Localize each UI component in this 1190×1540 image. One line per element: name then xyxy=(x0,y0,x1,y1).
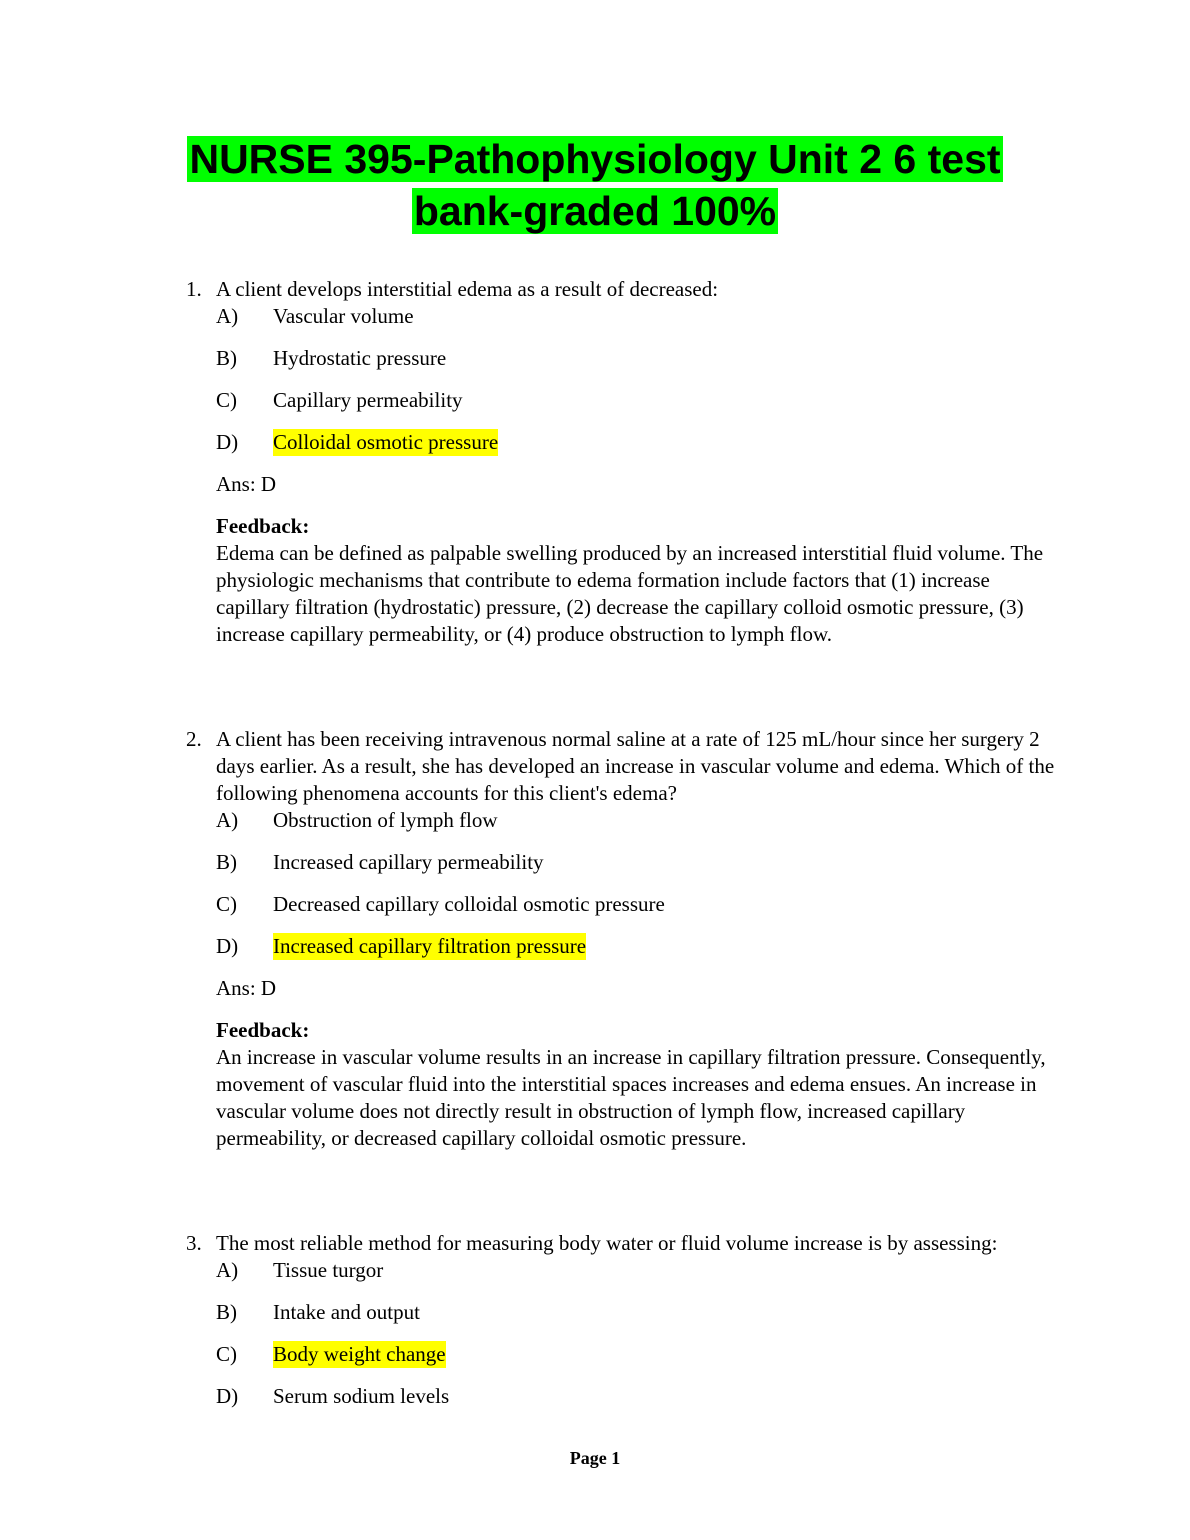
question-text: A client has been receiving intravenous normal saline at a rate of 125 mL/hour since her surgery 2 days earlier. As a result, she has developed an increase in vascular volume and edema. Which of the following phenomena accounts for this client's edema? xyxy=(216,727,1055,805)
option-c xyxy=(216,891,1056,933)
option-letter: D) xyxy=(216,934,239,958)
option-text: Tissue turgor xyxy=(273,1258,384,1282)
option-d xyxy=(216,429,1056,471)
option-letter: A) xyxy=(216,808,239,832)
option-text: Obstruction of lymph flow xyxy=(273,808,498,832)
option-text: Intake and output xyxy=(273,1300,420,1324)
answer-key: Ans: D xyxy=(216,472,277,496)
option-text: Vascular volume xyxy=(273,304,414,328)
title-line-1: NURSE 395-Pathophysiology Unit 2 6 test xyxy=(189,136,1001,182)
question-3 xyxy=(186,1230,1056,1425)
option-letter: D) xyxy=(216,1384,239,1408)
title-line-2: bank-graded 100% xyxy=(413,188,777,234)
question-number: 3. xyxy=(186,1231,202,1255)
option-letter: A) xyxy=(216,1258,239,1282)
option-text: Serum sodium levels xyxy=(273,1384,450,1408)
option-d xyxy=(216,933,1056,975)
question-number: 1. xyxy=(186,277,202,301)
document-title xyxy=(0,133,1190,237)
feedback-label: Feedback: xyxy=(216,1018,310,1042)
option-letter: A) xyxy=(216,304,239,328)
question-stem xyxy=(186,1230,1056,1257)
option-letter: D) xyxy=(216,430,239,454)
feedback-label: Feedback: xyxy=(216,514,310,538)
option-letter: C) xyxy=(216,1342,237,1366)
option-text: Increased capillary permeability xyxy=(273,850,544,874)
feedback-text: Edema can be defined as palpable swelling produced by an increased interstitial fluid volume. The physiologic mechanisms that contribute to edema formation include factors that (1) increase capillary filtration (hydrostatic) pressure, (2) decrease the capillary colloid osmotic pressure, (3) increase capillary permeability, or (4) produce obstruction to lymph flow. xyxy=(216,541,1044,646)
option-letter: C) xyxy=(216,388,237,412)
answer-key: Ans: D xyxy=(216,976,277,1000)
question-text: The most reliable method for measuring body water or fluid volume increase is by assessing: xyxy=(216,1231,998,1255)
option-text: Hydrostatic pressure xyxy=(273,346,447,370)
option-b xyxy=(216,1299,1056,1341)
option-b xyxy=(216,849,1056,891)
option-c xyxy=(216,1341,1056,1383)
option-letter: B) xyxy=(216,1300,237,1324)
option-a xyxy=(216,807,1056,849)
question-number: 2. xyxy=(186,727,202,751)
option-text-highlighted: Body weight change xyxy=(273,1342,446,1366)
option-letter: B) xyxy=(216,850,237,874)
feedback-text: An increase in vascular volume results in an increase in capillary filtration pressure. Consequently, movement of vascular fluid into the interstitial spaces increases and edema ensues. An increase in vascular volume does not directly result in obstruction of lymph flow, increased capillary permeability, or decreased capillary colloidal osmotic pressure. xyxy=(216,1045,1046,1150)
option-d xyxy=(216,1383,1056,1425)
option-text: Capillary permeability xyxy=(273,388,463,412)
option-a xyxy=(216,303,1056,345)
option-letter: B) xyxy=(216,346,237,370)
question-stem xyxy=(186,726,1056,807)
option-letter: C) xyxy=(216,892,237,916)
question-text: A client develops interstitial edema as a result of decreased: xyxy=(216,277,719,301)
option-text-highlighted: Colloidal osmotic pressure xyxy=(273,430,499,454)
page-number: Page 1 xyxy=(569,1448,621,1468)
option-text-highlighted: Increased capillary filtration pressure xyxy=(273,934,587,958)
option-a xyxy=(216,1257,1056,1299)
option-text: Decreased capillary colloidal osmotic pressure xyxy=(273,892,665,916)
option-b xyxy=(216,345,1056,387)
question-2 xyxy=(186,726,1056,1152)
question-stem xyxy=(186,276,1056,303)
question-1 xyxy=(186,276,1056,648)
option-c xyxy=(216,387,1056,429)
